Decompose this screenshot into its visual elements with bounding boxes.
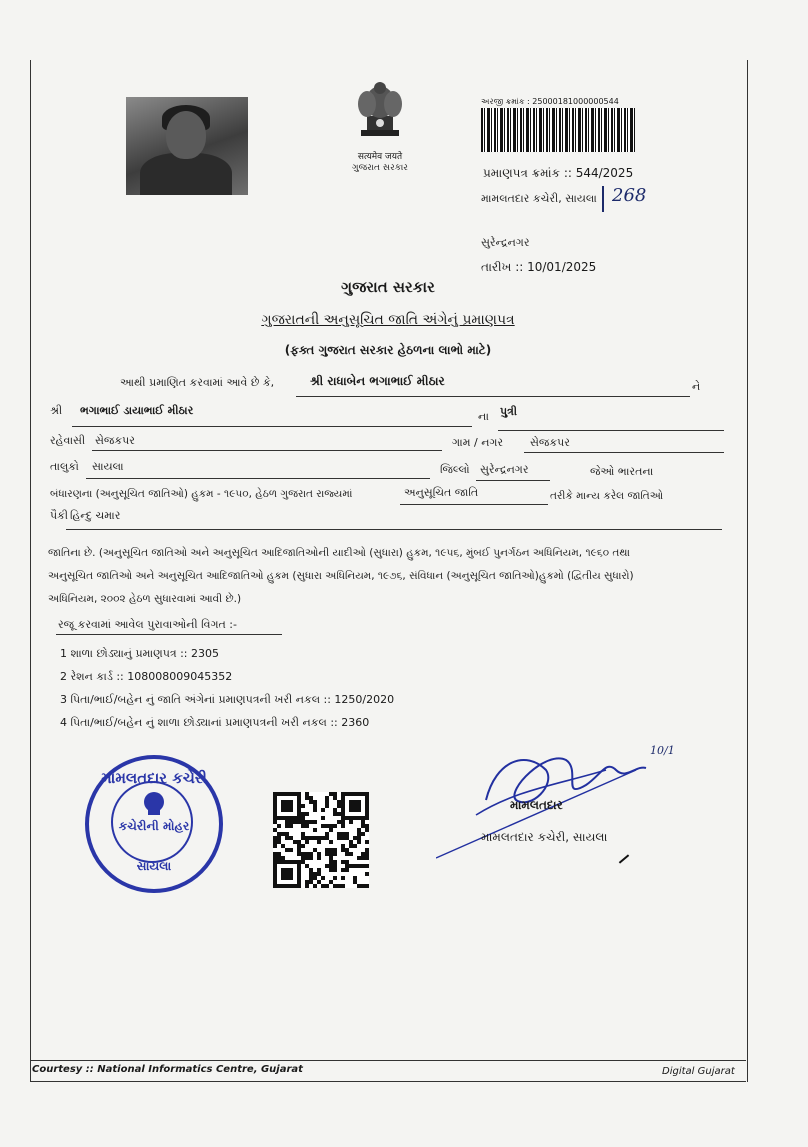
issue-date: તારીખ :: 10/01/2025: [481, 260, 597, 274]
legal-paragraph: [48, 542, 738, 611]
village-label: ગામ / નગર: [452, 436, 504, 449]
recognized-text: તરીકે માન્ય કરેલ જાતિઓ: [550, 490, 664, 502]
text-ne: ને: [692, 380, 701, 393]
stamp-emblem-icon: [139, 789, 169, 819]
order-text: બંધારણના (અનુસૂચિત જાતિઓ) હુકમ - ૧૯૫૦, હેઠળ ગુજરાત રાજ્યમાં: [50, 488, 353, 500]
stamp-top-text: મામલતદાર કચેરી: [101, 769, 207, 787]
taluka-value: સાયલા: [92, 460, 124, 473]
issuing-office: મામલતદાર કચેરી, સાયલા: [481, 192, 597, 205]
district-value: સુરેન્દ્રનગર: [480, 463, 529, 476]
certificate-subtitle: (ફક્ત ગુજરાત સરકાર હેઠળના લાભો માટે): [284, 343, 492, 357]
father-prefix: શ્રી: [50, 404, 63, 417]
father-name: ભગાભાઈ ડાયાભાઈ મીઠાર: [80, 404, 194, 417]
footer-courtesy: Courtesy :: National Informatics Centre, Gujarat: [32, 1064, 303, 1075]
paragraph-line: અધિનિયમ, ૨૦૦૨ હેઠળ સુધારવામાં આવી છે.): [48, 593, 242, 605]
resident-label: રહેવાસી: [50, 434, 86, 447]
signature-initials: 10/1: [650, 744, 675, 757]
evidence-item: 3 પિતા/ભાઈ/બહેન નું જાતિ અંગેનાં પ્રમાણપત્રની ખરી નકલ :: 1250/2020: [60, 693, 395, 706]
barcode: [481, 108, 635, 152]
signatory-designation: મામલતદાર: [510, 798, 563, 812]
applicant-name: શ્રી રાધાબેન ભગાભાઈ મીઠાર: [310, 374, 445, 388]
district-label: જિલ્લો: [440, 463, 470, 476]
caste-category: અનુસૂચિત જાતિ: [404, 486, 479, 499]
applicant-photo: [126, 97, 248, 195]
subcaste-value: હિન્દુ ચમાર: [70, 509, 121, 522]
intro-text: આથી પ્રમાણિત કરવામાં આવે છે કે,: [120, 376, 275, 389]
paragraph-line: જાતિના છે. (અનુસૂચિત જાતિઓ અને અનુસૂચિત આદિજાતિઓની યાદીઓ (સુધારા) હુકમ, ૧૯૫૬, મુંબઈ પુનર્ગઠન અધિનિયમ, ૧૯૬૦ તથા: [48, 547, 630, 559]
evidence-list: [60, 642, 394, 734]
village-value: સેજકપર: [530, 436, 570, 449]
emblem-caption-gujarat: ગુજરાત સરકાર: [352, 163, 408, 173]
certificate-number: પ્રમાણપત્ર ક્રમાંક :: 544/2025: [483, 166, 634, 180]
signatory-office: મામલતદાર કચેરી, સાયલા: [481, 830, 608, 844]
stamp-bottom-text: સાયલા: [136, 859, 172, 873]
evidence-item: 2 રેશન કાર્ડ :: 108008009045352: [60, 670, 233, 683]
text-na: ના: [478, 410, 489, 423]
footer-digital-gujarat: Digital Gujarat: [662, 1066, 735, 1077]
emblem-caption-sanskrit: सत्यमेव जयते: [357, 152, 403, 162]
paragraph-line: અનુસૂચિત જાતિઓ અને અનુસૂચિત આદિજાતિઓ હુકમ (સુધારા અધિનિયમ, ૧૯૭૬, સંવિધાન (અનુસૂચિત જાતિઓ)હુકમો (દ્વિતીય સુધારો): [48, 570, 634, 582]
qr-code: [273, 792, 369, 888]
subcaste-label: પૈકી: [50, 509, 69, 522]
resident-value: સેજકપર: [95, 434, 135, 447]
evidence-item: 1 શાળા છોડ્યાનું પ્રમાણપત્ર :: 2305: [60, 647, 219, 660]
evidence-item: 4 પિતા/ભાઈ/બહેન નું શાળા છોડ્યાનાં પ્રમાણપત્રની ખરી નકલ :: 2360: [60, 716, 370, 729]
bharat-text: જેઓ ભારતના: [590, 465, 654, 478]
stamp-middle-text: કચેરીની મોહર: [118, 819, 190, 833]
ashoka-emblem-icon: [345, 76, 415, 146]
relation-value: પુત્રી: [500, 405, 518, 418]
taluka-label: તાલુકો: [50, 460, 79, 473]
application-number: અરજી ક્રમાંક : 25000181000000544: [481, 97, 619, 106]
office-stamp: [85, 755, 223, 893]
district-header: સુરેન્દ્રનગર: [481, 236, 530, 249]
government-title: ગુજરાત સરકાર: [341, 278, 435, 296]
evidence-heading: રજૂ કરવામાં આવેલ પુરાવાઓની વિગત :-: [58, 618, 237, 631]
handwritten-number: 268: [612, 185, 647, 206]
handwritten-bar: [602, 186, 604, 212]
certificate-title: ગુજરાતની અનુસૂચિત જાતિ અંગેનું પ્રમાણપત્ર: [261, 312, 515, 328]
